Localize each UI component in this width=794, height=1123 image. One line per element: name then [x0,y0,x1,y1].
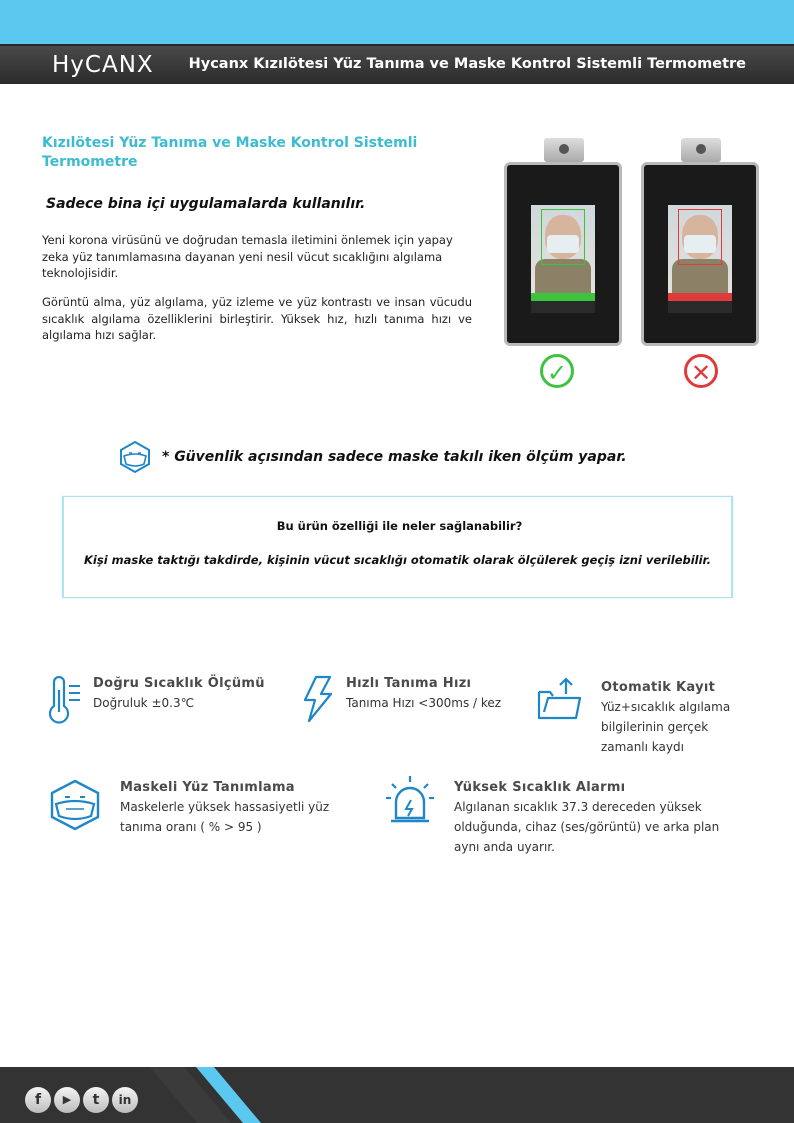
brand-logo: HyCANX [52,52,154,78]
feature-title: Otomatik Kayıt [601,680,716,695]
header-title: Hycanx Kızılötesi Yüz Tanıma ve Maske Kontrol Sistemli Termometre [188,56,746,72]
alarm-light-icon [384,774,436,826]
device-image-fail [641,138,761,348]
check-icon: ✓ [540,354,574,388]
twitter-icon[interactable]: t [83,1087,109,1113]
info-box [62,496,733,598]
feature-desc: Tanıma Hızı <300ms / kez [346,696,502,710]
linkedin-icon[interactable]: in [112,1087,138,1113]
feature-title: Hızlı Tanıma Hızı [346,676,472,691]
feature-high-temp-alarm [454,780,734,857]
feature-auto-record [601,680,751,757]
facebook-icon[interactable]: f [25,1087,51,1113]
safety-notice [118,440,627,474]
header-bar [0,46,794,84]
lightning-icon [300,674,336,724]
top-band [0,0,794,44]
feature-desc: Maskelerle yüksek hassasiyetli yüz tanıma oranı ( % > 95 ) [120,800,330,834]
feature-title: Doğru Sıcaklık Ölçümü [93,676,265,691]
feature-masked-face [120,780,330,837]
mask-face-icon [48,778,102,832]
feature-desc: Yüz+sıcaklık algılama bilgilerinin gerçek zamanlı kaydı [601,700,731,754]
feature-desc: Algılanan sıcaklık 37.3 dereceden yüksek olduğunda, cihaz (ses/görüntü) ve arka plan aynı anda uyarır. [454,800,720,854]
info-question: Bu ürün özelliği ile neler sağlanabilir? [276,519,523,533]
feature-accurate-temperature [93,676,293,713]
mask-face-icon [118,440,152,474]
usage-note: Sadece bina içi uygulamalarda kullanılır. [46,196,366,212]
feature-desc: Doğruluk ±0.3℃ [93,696,195,710]
info-answer: Kişi maske taktığı takdirde, kişinin vücut sıcaklığı otomatik olarak ölçülerek geçiş izni verilebilir. [84,553,711,567]
thermometer-icon [44,676,84,726]
folder-upload-icon [536,676,582,722]
feature-title: Maskeli Yüz Tanımlama [120,780,295,795]
feature-fast-recognition [346,676,526,713]
feature-title: Yüksek Sıcaklık Alarmı [454,780,626,795]
youtube-icon[interactable]: ▶ [54,1087,80,1113]
intro-paragraph-2: Görüntü alma, yüz algılama, yüz izleme ve yüz kontrastı ve insan vücudu sıcaklık algılama özelliklerini birleştirir. Yüksek hız, hızlı tanıma hızı ve algılama hızı sağlar. [42,295,472,342]
cross-icon: ✕ [684,354,718,388]
intro-paragraph-1: Yeni korona virüsünü ve doğrudan temasla iletimini önlemek için yapay zeka yüz tanımlamasına dayanan yeni nesil vücut sıcaklığını algılama teknolojisidir. [42,233,453,280]
safety-notice-text: * Güvenlik açısından sadece maske takılı iken ölçüm yapar. [162,449,627,465]
device-image-pass [504,138,624,348]
section-title: Kızılötesi Yüz Tanıma ve Maske Kontrol Sistemli Termometre [42,135,418,170]
